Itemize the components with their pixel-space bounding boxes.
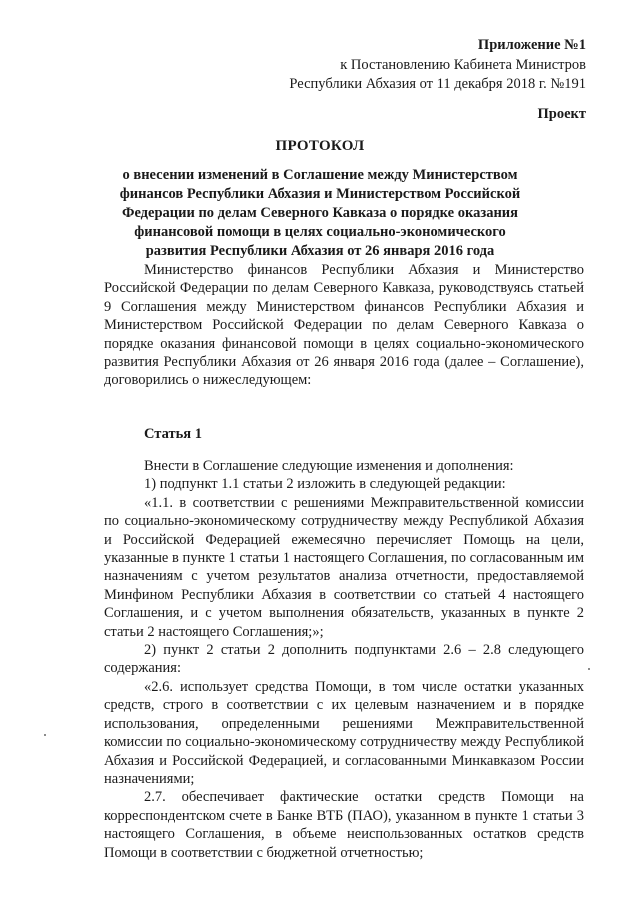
article-1-body bbox=[104, 457, 584, 862]
paragraph: 2.7. обеспечивает фактические остатки средств Помощи на корреспондентском счете в Банке ВТБ (ПАО), указанном в пункте 1 статьи 3 настоящего Соглашения, в объеме неиспользованных остатков средств Помощи в соответствии с бюджетной отчетностью; bbox=[104, 789, 584, 861]
paragraph: «1.1. в соответствии с решениями Межправительственной комиссии по социально-экономическому сотрудничеству между Республикой Абхазия и Российской Федерацией ежемесячно перечисляет Помощь на цели, указанные в пункте 1 статьи 1 настоящего Соглашения, по согласованным им назначениям с учетом результатов анализа отчетности, предоставляемой Минфином Республики Абхазия в соответствии со статьей 4 настоящего Соглашения, и с учетом выполнения обязательств, указанных в пункте 2 статьи 2 настоящего Соглашения;»; bbox=[104, 494, 584, 640]
subtitle-line: финансовой помощи в целях социально-экономического bbox=[134, 224, 506, 240]
annex-line-1: к Постановлению Кабинета Министров bbox=[340, 56, 586, 73]
document-title: ПРОТОКОЛ bbox=[275, 138, 365, 154]
subtitle-line: финансов Республики Абхазия и Министерством Российской bbox=[119, 186, 521, 202]
document-subtitle bbox=[100, 166, 540, 261]
annex-header bbox=[289, 36, 586, 95]
subtitle-line: развития Республики Абхазия от 26 января 2016 года bbox=[145, 243, 495, 259]
scan-speck bbox=[588, 668, 590, 670]
intro-section bbox=[104, 261, 584, 390]
paragraph: Внести в Соглашение следующие изменения и дополнения: bbox=[144, 458, 514, 474]
subtitle-line: о внесении изменений в Соглашение между Министерством bbox=[122, 167, 518, 183]
subtitle-line: Федерации по делам Северного Кавказа о порядке оказания bbox=[121, 205, 518, 221]
paragraph: 2) пункт 2 статьи 2 дополнить подпунктами 2.6 – 2.8 следующего содержания: bbox=[104, 642, 584, 677]
intro-paragraph: Министерство финансов Республики Абхазия и Министерство Российской Федерации по делам Северного Кавказа, руководствуясь статьей 9 Соглашения между Министерством финансов Республики Абхазия и Министерством Российской Федерации по делам Северного Кавказа о порядке оказания финансовой помощи в целях социально-экономического развития Республики Абхазия от 26 января 2016 года (далее – Соглашение), договорились о нижеследующем: bbox=[104, 262, 584, 389]
annex-line-2: Республики Абхазия от 11 декабря 2018 г. №191 bbox=[289, 76, 586, 92]
paragraph: «2.6. использует средства Помощи, в том числе остатки указанных средств, строго в соответствии с их целевым назначением и в порядке использования, определенными решениями Межправительственной комиссии по социально-экономическому сотрудничеству между Республикой Абхазия и Российской Федерацией, и согласованными Минкавказом России назначениями; bbox=[104, 678, 584, 787]
scan-speck bbox=[44, 734, 46, 736]
annex-title: Приложение №1 bbox=[477, 37, 586, 53]
article-1-heading: Статья 1 bbox=[144, 426, 202, 442]
project-label: Проект bbox=[537, 106, 586, 122]
paragraph: 1) подпункт 1.1 статьи 2 изложить в следующей редакции: bbox=[144, 476, 506, 493]
